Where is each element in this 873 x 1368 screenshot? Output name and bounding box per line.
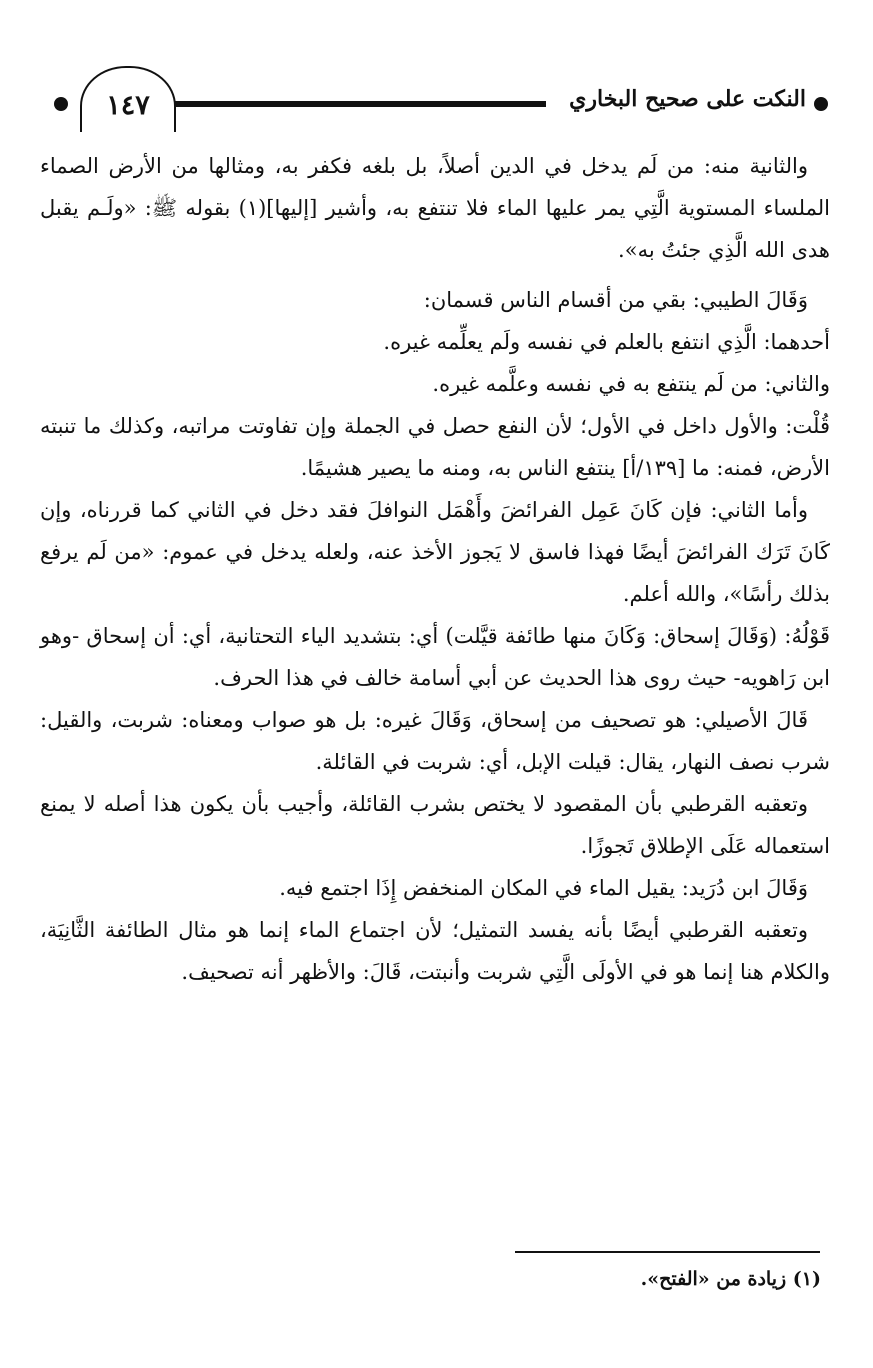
page-header	[36, 58, 836, 138]
footnote: (١) زيادة من «الفتح».	[640, 1268, 821, 1290]
paragraph-tibi-quote: وَقَالَ الطيبي: بقي من أقسام الناس قسمان:	[423, 288, 808, 312]
paragraph-asili: قَالَ الأصيلي: هو تصحيف من إسحاق، وَقَالَ غيره: بل هو صواب ومعناه: شربت، والقيل: شرب نصف النهار، يقال: قيلت الإبل، أي: شربت في القائلة.	[40, 708, 830, 774]
page-number: ١٤٧	[106, 90, 150, 121]
footnote-separator	[515, 1251, 820, 1253]
paragraph-as-for-second: وأما الثاني: فإن كَانَ عَمِل الفرائضَ وأَهْمَل النوافلَ فقد دخل في الثاني كما قررناه، وإن كَانَ تَرَك الفرائضَ أيضًا فهذا فاسق لا يَجوز الأخذ عنه، ولعله يدخل في عموم: «من لَم يرفع بذلك رأسًا»، والله أعلم.	[40, 498, 830, 606]
page-number-tab	[80, 66, 176, 132]
paragraph-qawluhu: قَوْلُهُ: (وَقَالَ إسحاق: وَكَانَ منها طائفة قيَّلت) أي: بتشديد الياء التحتانية، أي: أن إسحاق -وهو ابن رَاهويه- حيث روى هذا الحديث عن أبي أسامة خالف في هذا الحرف.	[40, 624, 830, 690]
paragraph-second-category: والثانية منه: من لَم يدخل في الدين أصلاً، بل بلغه فكفر به، ومثالها من الأرض الصماء الملساء المستوية الَّتِي يمر عليها الماء فلا تنتفع به، وأشير [إليها](١) بقوله ﷺ: «ولَـم يقبل هدى الله الَّذِي جئتُ به».	[40, 154, 830, 262]
paragraph-second-of-two: والثاني: من لَم ينتفع به في نفسه وعلَّمه غيره.	[432, 372, 830, 396]
paragraph-qurtubi-second: وتعقبه القرطبي أيضًا بأنه يفسد التمثيل؛ لأن اجتماع الماء إنما هو مثال الطائفة الثَّانِيَة، والكلام هنا إنما هو في الأولَى الَّتِي شربت وأنبتت، قَالَ: والأظهر أنه تصحيف.	[40, 918, 830, 984]
paragraph-first-of-two: أحدهما: الَّذِي انتفع بالعلم في نفسه ولَم يعلِّمه غيره.	[383, 330, 830, 354]
main-text	[40, 145, 830, 993]
header-rule	[162, 101, 546, 107]
paragraph-ibn-durayd: وَقَالَ ابن دُرَيد: يقيل الماء في المكان المنخفض إِذَا اجتمع فيه.	[279, 876, 808, 900]
paragraph-qurtubi-first: وتعقبه القرطبي بأن المقصود لا يختص بشرب القائلة، وأجيب بأن يكون هذا أصله لا يمنع استعماله عَلَى الإطلاق تَجوزًا.	[40, 792, 830, 858]
paragraph-qult: قُلْت: والأول داخل في الأول؛ لأن النفع حصل في الجملة وإن تفاوتت مراتبه، وكذلك ما تنبته الأرض، فمنه: ما [١٣٩/أ] ينتفع الناس به، ومنه ما يصير هشيمًا.	[40, 414, 830, 480]
running-title: النكت على صحيح البخاري	[569, 86, 806, 112]
header-dot-left	[54, 97, 68, 111]
header-dot-right	[814, 97, 828, 111]
